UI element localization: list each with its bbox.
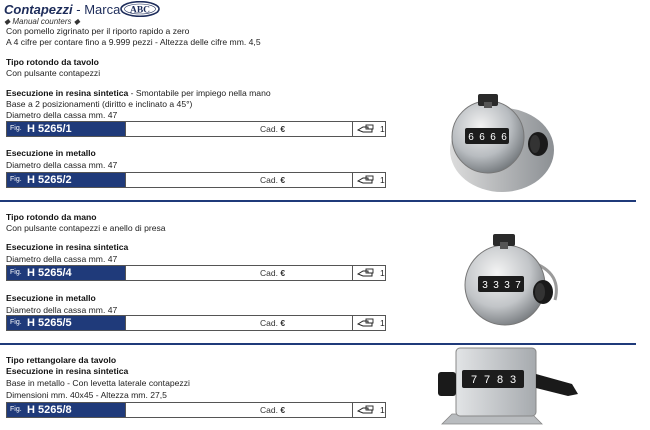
counter-digit: 8 <box>496 374 504 386</box>
product-reference-row <box>6 315 386 331</box>
subtitle: ◆ Manual counters ◆ <box>4 17 80 26</box>
package-quantity: 1 <box>352 266 386 280</box>
section-subtitle: Con pulsante contapezzi e anello di presa <box>6 223 166 233</box>
counter-digit: 3 <box>482 280 488 291</box>
price-label: Cad. € <box>260 175 286 185</box>
brand-logo-text: ABC <box>129 5 151 16</box>
variant-detail: Diametro della cassa mm. 47 <box>6 305 118 315</box>
price-label: Cad. € <box>260 318 286 328</box>
hand-pack-icon <box>357 405 375 416</box>
section-title: Tipo rotondo da tavolo <box>6 57 99 67</box>
package-quantity: 1 <box>352 316 386 330</box>
product-reference-row <box>6 265 386 281</box>
counter-digit: 6 <box>479 132 485 143</box>
package-quantity: 1 <box>352 173 386 187</box>
hand-pack-icon <box>357 175 375 186</box>
fig-code: H 5265/4 <box>27 267 72 279</box>
variant-name: Esecuzione in metallo <box>6 293 96 303</box>
hand-pack-icon <box>357 318 375 329</box>
section-subtitle: Con pulsante contapezzi <box>6 68 101 78</box>
product-reference-row <box>6 402 386 418</box>
fig-label: Fig. H 5265/2 <box>7 173 125 187</box>
fig-code: H 5265/5 <box>27 317 72 329</box>
price-label: Cad. € <box>260 124 286 134</box>
fig-code: H 5265/2 <box>27 174 72 186</box>
counter-digit: 7 <box>515 280 521 291</box>
variant-detail: Base a 2 posizionamenti (diritto e inclinato a 45°) <box>6 99 193 109</box>
variant-detail: Diametro della cassa mm. 47 <box>6 254 118 264</box>
rectangular-table-counter-image <box>432 344 582 428</box>
hand-pack-icon <box>357 268 375 279</box>
description-line: Con pomello zigrinato per il riporto rapido a zero <box>6 26 190 36</box>
counter-digit: 6 <box>490 132 496 143</box>
package-quantity: 1 <box>352 403 386 417</box>
round-table-counter-image <box>440 92 560 196</box>
variant-detail: Dimensioni mm. 40x45 - Altezza mm. 27,5 <box>6 390 167 400</box>
counter-digit: 3 <box>509 374 517 386</box>
variant-name: Esecuzione in resina sintetica <box>6 242 129 252</box>
fig-label: Fig. H 5265/4 <box>7 266 125 280</box>
counter-digit: 7 <box>483 374 491 386</box>
package-quantity: 1 <box>352 122 386 136</box>
fig-code: H 5265/8 <box>27 404 72 416</box>
counter-digit: 6 <box>501 132 507 143</box>
counter-digit: 3 <box>504 280 510 291</box>
section-subtitle: Esecuzione in resina sintetica <box>6 366 129 376</box>
counter-digit: 3 <box>493 280 499 291</box>
variant-detail: Base in metallo - Con levetta laterale contapezzi <box>6 378 190 388</box>
counter-digit: 6 <box>468 132 474 143</box>
hand-pack-icon <box>357 124 375 135</box>
fig-label: Fig. H 5265/1 <box>7 122 125 136</box>
round-hand-counter-image <box>455 230 565 330</box>
product-reference-row <box>6 172 386 188</box>
fig-label: Fig. H 5265/8 <box>7 403 125 417</box>
price-label: Cad. € <box>260 405 286 415</box>
counter-digit: 7 <box>470 374 478 386</box>
fig-code: H 5265/1 <box>27 123 72 135</box>
price-label: Cad. € <box>260 268 286 278</box>
section-title: Tipo rettangolare da tavolo <box>6 355 117 365</box>
variant-name: Esecuzione in resina sintetica - Smontabile per impiego nella mano <box>6 88 271 98</box>
page-title: Contapezzi - Marca <box>4 2 121 17</box>
description-line: A 4 cifre per contare fino a 9.999 pezzi - Altezza delle cifre mm. 4,5 <box>6 37 261 47</box>
variant-name: Esecuzione in metallo <box>6 148 96 158</box>
section-title: Tipo rotondo da mano <box>6 212 97 222</box>
section-divider <box>0 200 636 202</box>
fig-label: Fig. H 5265/5 <box>7 316 125 330</box>
product-reference-row <box>6 121 386 137</box>
variant-detail: Diametro della cassa mm. 47 <box>6 110 118 120</box>
abc-brand-logo <box>120 1 160 17</box>
variant-detail: Diametro della cassa mm. 47 <box>6 160 118 170</box>
